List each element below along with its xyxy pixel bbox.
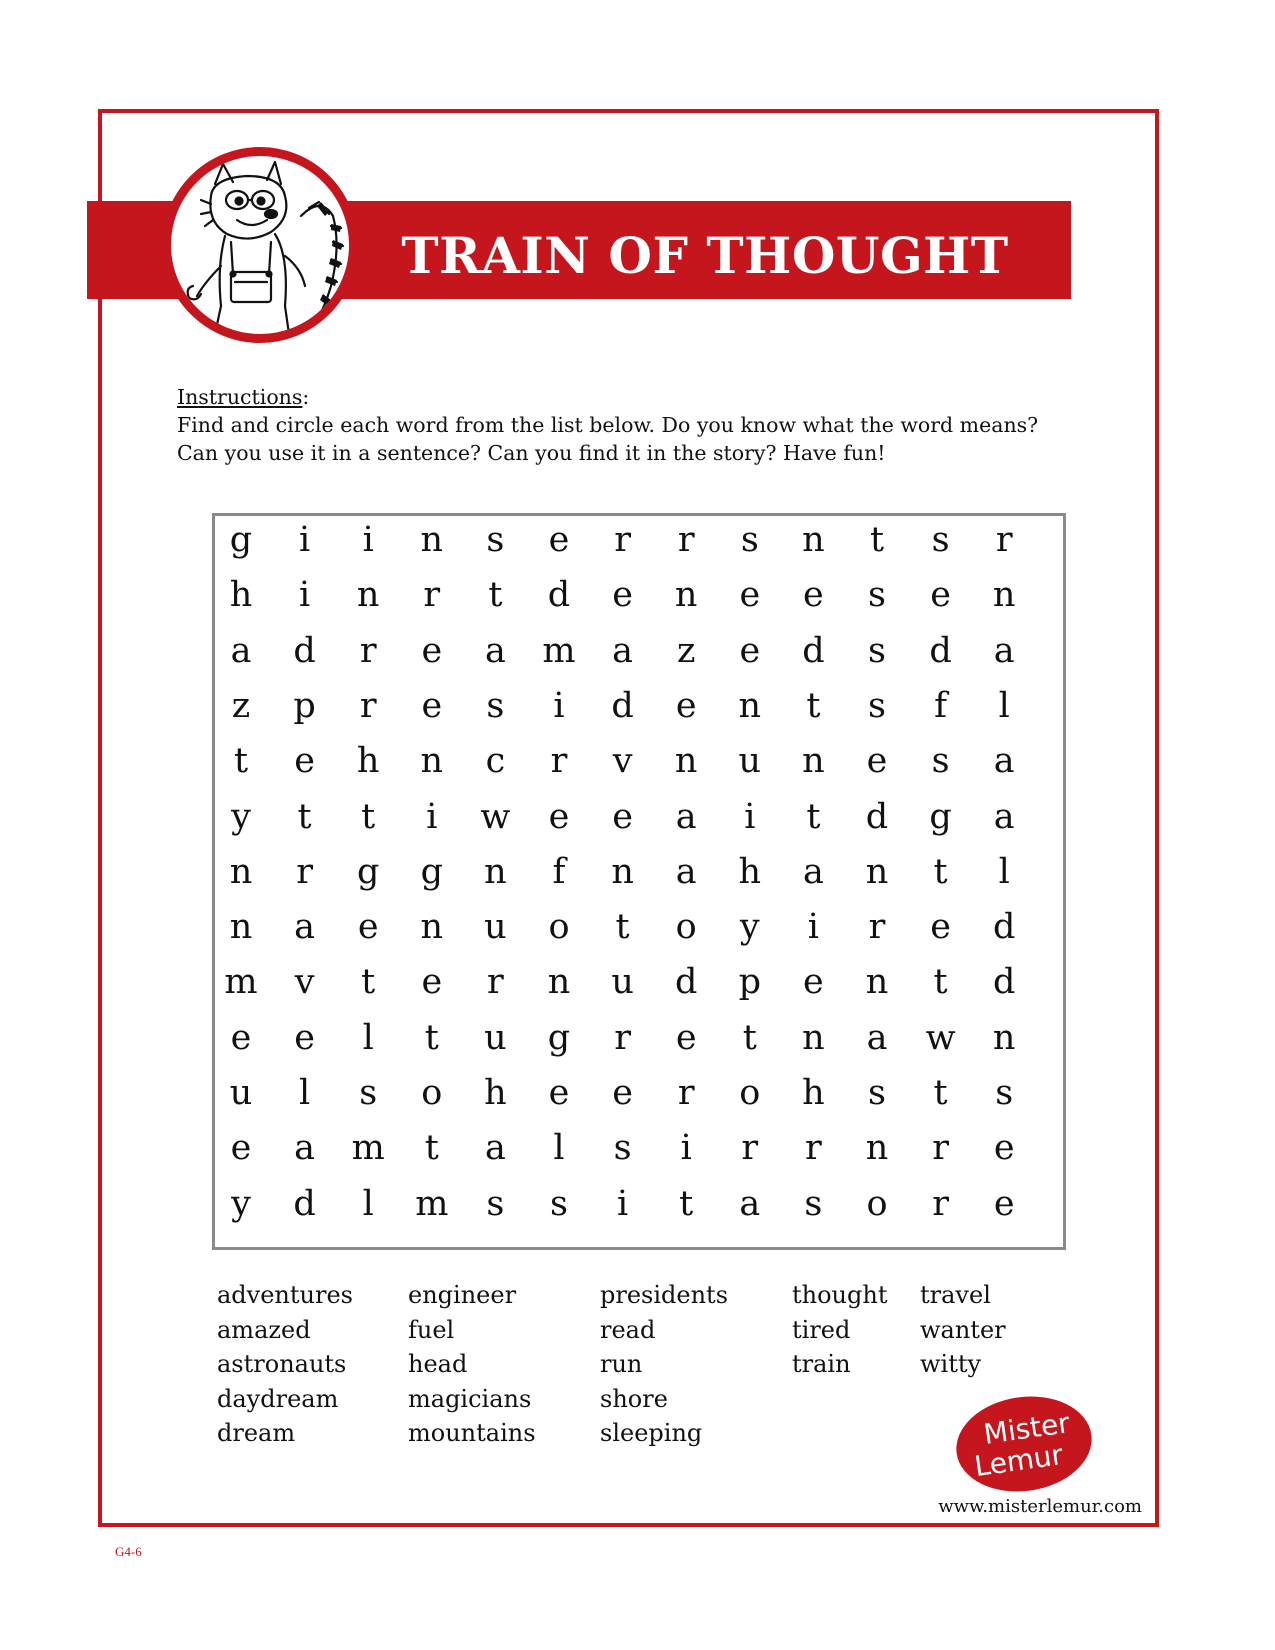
grid-letter[interactable]: r <box>677 520 695 560</box>
grid-letter[interactable]: r <box>932 1128 949 1169</box>
grid-letter[interactable]: e <box>739 630 761 671</box>
grid-letter[interactable]: e <box>675 1017 697 1058</box>
grid-letter[interactable]: y <box>231 1183 251 1224</box>
grid-letter[interactable]: a <box>484 1128 506 1169</box>
grid-letter[interactable]: e <box>357 907 379 948</box>
grid-letter[interactable]: n <box>865 1128 889 1169</box>
grid-letter[interactable]: r <box>614 520 631 560</box>
grid-letter[interactable]: r <box>423 575 441 616</box>
grid-letter[interactable]: t <box>361 796 376 837</box>
grid-letter[interactable]: t <box>933 851 948 892</box>
grid-letter[interactable]: f <box>552 851 566 892</box>
grid-letter[interactable]: n <box>674 575 698 616</box>
instructions-block <box>177 383 1077 467</box>
grid-letter[interactable]: o <box>739 1073 761 1113</box>
grid-letter[interactable]: e <box>421 962 443 1003</box>
grid-letter[interactable]: n <box>674 741 698 782</box>
word-list-item: train <box>792 1350 851 1378</box>
grid-letter[interactable]: r <box>677 1073 695 1113</box>
grid-letter[interactable]: v <box>612 741 633 782</box>
grid-letter[interactable]: e <box>803 962 824 1003</box>
grid-letter[interactable]: h <box>484 1073 507 1113</box>
grid-letter[interactable]: e <box>421 630 443 671</box>
grid-letter[interactable]: s <box>931 520 950 560</box>
grid-letter[interactable]: e <box>421 685 443 726</box>
grid-letter[interactable]: s <box>868 575 886 616</box>
grid-letter[interactable]: d <box>293 630 316 671</box>
grid-letter[interactable]: t <box>679 1183 694 1224</box>
grid-letter[interactable]: d <box>992 907 1016 948</box>
grid-letter[interactable]: n <box>992 575 1016 616</box>
grid-letter[interactable]: r <box>359 685 377 726</box>
word-list-item: head <box>408 1350 468 1378</box>
grid-letter[interactable]: t <box>488 575 503 616</box>
grid-letter[interactable]: f <box>934 685 948 726</box>
grid-letter[interactable]: d <box>611 685 634 726</box>
grid-letter[interactable]: a <box>993 630 1015 671</box>
grid-letter[interactable]: s <box>486 685 505 726</box>
grid-letter[interactable]: s <box>804 1183 823 1224</box>
grid-letter[interactable]: n <box>420 907 444 948</box>
grid-letter[interactable]: h <box>356 741 380 782</box>
word-list-item: dream <box>217 1419 296 1447</box>
grid-letter[interactable]: r <box>296 851 313 892</box>
instructions-line-1: Find and circle each word from the list below. Do you know what the word means? <box>177 413 1039 437</box>
word-list-item: daydream <box>217 1384 339 1413</box>
grid-letter[interactable]: d <box>992 962 1016 1003</box>
grid-letter[interactable]: t <box>806 685 821 726</box>
grid-letter[interactable]: l <box>362 1183 374 1224</box>
word-list-item: thought <box>792 1281 888 1309</box>
grid-letter[interactable]: g <box>420 851 443 892</box>
grid-letter[interactable]: r <box>614 1017 631 1058</box>
word-list <box>217 1278 1077 1458</box>
svg-text:Lemur: Lemur <box>972 1438 1065 1484</box>
grid-letter[interactable]: r <box>932 1183 949 1224</box>
grid-letter[interactable]: e <box>294 741 315 782</box>
grid-letter[interactable]: e <box>993 1183 1015 1224</box>
grid-letter[interactable]: i <box>553 685 565 726</box>
grid-letter[interactable]: m <box>351 1128 385 1169</box>
word-list-item: adventures <box>217 1281 353 1309</box>
grid-letter[interactable]: g <box>356 851 380 892</box>
grid-letter[interactable]: o <box>421 1073 443 1113</box>
grid-letter[interactable]: a <box>739 1183 761 1224</box>
word-list-item: presidents <box>600 1281 729 1309</box>
grid-letter[interactable]: l <box>998 851 1010 892</box>
word-list-item: amazed <box>217 1315 311 1344</box>
instructions-heading: Instructions <box>177 385 303 409</box>
grid-letter[interactable]: s <box>868 685 886 726</box>
grid-letter[interactable]: a <box>675 851 697 892</box>
grid-letter[interactable]: i <box>744 796 756 837</box>
word-list-item: mountains <box>408 1419 536 1447</box>
grid-letter[interactable]: h <box>802 1073 825 1113</box>
word-list-item: wanter <box>920 1315 1006 1344</box>
grid-letter[interactable]: p <box>738 962 761 1003</box>
word-list-item: shore <box>600 1384 668 1413</box>
grid-letter[interactable]: o <box>675 907 697 948</box>
grid-letter[interactable]: l <box>998 685 1010 726</box>
grid-letter[interactable]: e <box>739 575 761 616</box>
grid-letter[interactable]: u <box>229 1073 253 1113</box>
grid-letter[interactable]: r <box>550 741 568 782</box>
grid-letter[interactable]: l <box>362 1017 374 1058</box>
grid-letter[interactable]: r <box>805 1128 822 1169</box>
grid-letter[interactable]: g <box>929 796 952 837</box>
grid-letter[interactable]: t <box>297 796 312 837</box>
grid-letter[interactable]: r <box>487 962 504 1003</box>
grid-letter[interactable]: n <box>229 907 253 948</box>
word-list-item: run <box>600 1350 643 1378</box>
grid-letter[interactable]: e <box>230 1017 252 1058</box>
grid-letter[interactable]: t <box>869 520 885 560</box>
grid-letter[interactable]: n <box>802 520 825 560</box>
grid-letter[interactable]: g <box>547 1017 571 1058</box>
grid-letter[interactable]: s <box>486 520 505 560</box>
grid-letter[interactable]: d <box>547 575 571 616</box>
page-title: TRAIN OF THOUGHT <box>401 226 1009 285</box>
word-list-column <box>217 1278 353 1451</box>
grid-letter[interactable]: n <box>229 851 253 892</box>
grid-letter[interactable]: s <box>868 1073 886 1113</box>
word-list-column <box>408 1278 536 1451</box>
grid-letter[interactable]: e <box>803 575 824 616</box>
grid-letter[interactable]: i <box>616 1183 629 1224</box>
grid-letter[interactable]: m <box>415 1183 449 1224</box>
grid-letter[interactable]: r <box>995 520 1013 560</box>
grid-letter[interactable]: z <box>231 685 251 726</box>
grid-letter[interactable]: n <box>420 520 444 560</box>
word-list-column <box>600 1278 728 1451</box>
word-list-item: read <box>600 1315 656 1344</box>
grid-letter[interactable]: z <box>676 630 696 671</box>
grid-letter[interactable]: e <box>548 796 570 837</box>
grid-letter[interactable]: s <box>995 1073 1014 1113</box>
grid-letter[interactable]: r <box>741 1128 759 1169</box>
grid-letter[interactable]: e <box>930 575 951 616</box>
grid-letter[interactable]: m <box>542 630 576 671</box>
word-list-item: engineer <box>408 1281 517 1309</box>
grid-letter[interactable]: n <box>484 851 507 892</box>
grid-letter[interactable]: l <box>298 1073 311 1113</box>
grid-letter[interactable]: e <box>866 741 888 782</box>
word-list-item: tired <box>792 1315 851 1344</box>
grid-letter[interactable]: n <box>865 962 889 1003</box>
word-list-item: fuel <box>408 1315 455 1344</box>
grid-letter[interactable]: t <box>806 796 821 837</box>
website-url: www.misterlemur.com <box>938 1496 1142 1517</box>
grid-letter[interactable]: e <box>294 1017 315 1058</box>
mister-lemur-logo <box>954 1394 1096 1494</box>
grid-letter[interactable]: a <box>294 907 316 948</box>
page-code: G4-6 <box>115 1544 142 1559</box>
grid-letter[interactable]: a <box>802 851 824 892</box>
instructions-heading-colon: : <box>302 385 310 409</box>
grid-letter[interactable]: t <box>615 907 630 948</box>
grid-letter[interactable]: u <box>611 962 634 1003</box>
instructions-heading-line <box>177 383 1077 411</box>
grid-letter[interactable]: a <box>993 796 1015 837</box>
grid-letter[interactable]: e <box>675 685 697 726</box>
grid-letter[interactable]: v <box>294 962 315 1003</box>
grid-letter[interactable]: p <box>293 685 316 726</box>
word-list-column <box>920 1278 1006 1382</box>
grid-letter[interactable]: d <box>293 1183 316 1224</box>
grid-letter[interactable]: a <box>294 1128 316 1169</box>
grid-letter[interactable]: e <box>612 1073 633 1113</box>
word-list-item: travel <box>920 1281 991 1309</box>
grid-letter[interactable]: m <box>224 962 258 1003</box>
lemur-mascot-icon <box>162 147 358 343</box>
grid-letter[interactable]: s <box>931 741 950 782</box>
grid-letter[interactable]: c <box>485 741 506 782</box>
grid-letter[interactable]: e <box>548 520 570 560</box>
grid-letter[interactable]: a <box>230 630 252 671</box>
grid-letter[interactable]: g <box>229 520 253 560</box>
word-list-item: astronauts <box>217 1350 347 1378</box>
grid-letter[interactable]: o <box>548 907 570 948</box>
grid-letter[interactable]: e <box>993 1128 1015 1169</box>
grid-letter[interactable]: t <box>424 1128 439 1169</box>
grid-letter[interactable]: i <box>426 796 438 837</box>
grid-letter[interactable]: i <box>807 907 819 948</box>
word-list-item: witty <box>920 1350 982 1378</box>
grid-letter[interactable]: y <box>231 796 251 837</box>
grid-letter[interactable]: i <box>298 520 311 560</box>
grid-letter[interactable]: h <box>229 575 253 616</box>
grid-letter[interactable]: s <box>486 1183 505 1224</box>
grid-letter[interactable]: n <box>356 575 380 616</box>
grid-letter[interactable]: t <box>361 962 376 1003</box>
grid-letter[interactable]: a <box>484 630 506 671</box>
grid-letter[interactable]: a <box>612 630 634 671</box>
grid-letter[interactable]: n <box>802 1017 825 1058</box>
grid-letter[interactable]: y <box>739 907 760 948</box>
grid-letter[interactable]: w <box>480 796 511 837</box>
grid-letter[interactable]: s <box>740 520 759 560</box>
grid-letter[interactable]: e <box>612 796 633 837</box>
grid-letter[interactable]: l <box>553 1128 565 1169</box>
grid-letter[interactable]: n <box>738 685 762 726</box>
grid-letter[interactable]: d <box>674 962 698 1003</box>
grid-letter[interactable]: h <box>738 851 762 892</box>
grid-letter[interactable]: s <box>613 1128 632 1169</box>
word-list-item: sleeping <box>600 1419 703 1447</box>
grid-letter[interactable]: r <box>868 907 886 948</box>
grid-letter[interactable]: n <box>992 1017 1016 1058</box>
grid-letter[interactable]: d <box>865 796 889 837</box>
lemur-drawing <box>171 156 349 334</box>
grid-letter[interactable]: e <box>230 1128 252 1169</box>
grid-letter[interactable]: u <box>738 741 762 782</box>
grid-letter[interactable]: w <box>925 1017 956 1058</box>
grid-letter[interactable]: e <box>612 575 633 616</box>
word-list-column <box>792 1278 887 1382</box>
grid-letter[interactable]: n <box>865 851 889 892</box>
grid-letter[interactable]: n <box>802 741 825 782</box>
grid-letter[interactable]: u <box>484 1017 507 1058</box>
grid-letter[interactable]: t <box>933 1073 948 1113</box>
grid-letter[interactable]: t <box>233 741 249 782</box>
grid-letter[interactable]: s <box>359 1073 378 1113</box>
word-search-grid <box>212 513 1066 1250</box>
grid-letter[interactable]: o <box>866 1183 888 1224</box>
grid-letter[interactable]: i <box>362 520 374 560</box>
grid-letter[interactable]: i <box>298 575 311 616</box>
grid-letter[interactable]: t <box>742 1017 757 1058</box>
grid-letter[interactable]: n <box>547 962 571 1003</box>
grid-letter[interactable]: t <box>933 962 948 1003</box>
svg-text:Mister: Mister <box>981 1406 1072 1451</box>
grid-letter[interactable]: a <box>675 796 697 837</box>
grid-letter[interactable]: u <box>484 907 507 948</box>
grid-letter[interactable]: n <box>611 851 634 892</box>
grid-letter[interactable]: n <box>420 741 444 782</box>
grid-letter[interactable]: a <box>993 741 1015 782</box>
grid-letter[interactable]: e <box>548 1073 570 1113</box>
grid-letter[interactable]: s <box>550 1183 568 1224</box>
grid-letter[interactable]: r <box>359 630 377 671</box>
grid-letter[interactable]: e <box>930 907 951 948</box>
grid-letter[interactable]: d <box>929 630 952 671</box>
instructions-line-2: Can you use it in a sentence? Can you find it in the story? Have fun! <box>177 441 886 465</box>
grid-letter[interactable]: d <box>802 630 825 671</box>
grid-letter[interactable]: t <box>424 1017 439 1058</box>
grid-letter[interactable]: s <box>868 630 886 671</box>
grid-letter[interactable]: a <box>866 1017 888 1058</box>
grid-letter[interactable]: i <box>680 1128 692 1169</box>
word-list-item: magicians <box>408 1384 532 1413</box>
